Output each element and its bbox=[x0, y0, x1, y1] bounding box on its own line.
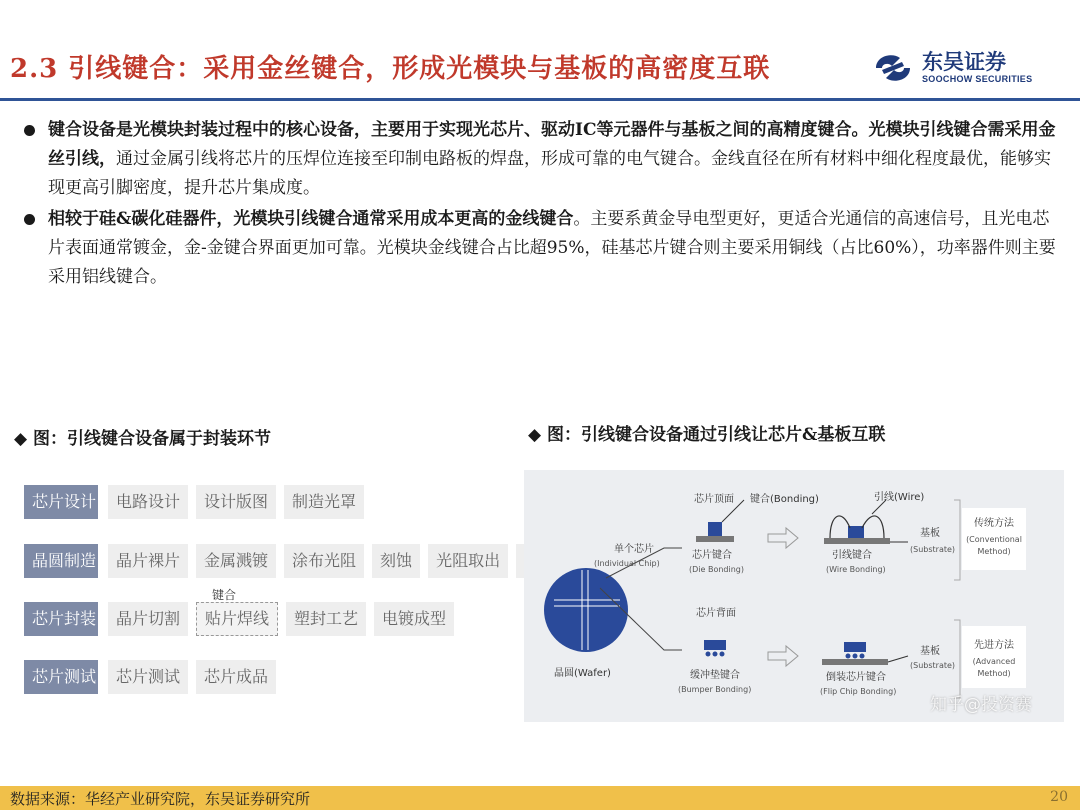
process-cell: 芯片测试 bbox=[108, 660, 188, 694]
process-cell: 晶片裸片 bbox=[108, 544, 188, 578]
process-cell: 制造光罩 bbox=[284, 485, 364, 519]
label-die-bonding: 芯片键合 bbox=[692, 550, 732, 561]
bullet-bold-text: 键合设备是光模块封装过程中的核心设备，主要用于实现光芯片、驱动IC等元器件与基板之间的高精度键合。光模块引线键合需采用金丝引线， bbox=[48, 120, 1056, 169]
watermark-text: 知乎@投资赛 bbox=[930, 695, 1032, 715]
label-conventional-en1: (Conventional bbox=[966, 535, 1022, 544]
logo-text-cn: 东吴证券 bbox=[922, 50, 1006, 74]
die-bonding-icon bbox=[696, 500, 744, 542]
wire-bonding-diagram bbox=[524, 470, 1064, 722]
logo-text-en: SOOCHOW SECURITIES bbox=[922, 74, 1033, 84]
label-advanced-en2: Method) bbox=[977, 669, 1011, 678]
label-bumper: 缓冲垫键合 bbox=[690, 670, 740, 681]
label-chip-top: 芯片顶面 bbox=[694, 494, 734, 505]
process-cell-highlight: 贴片焊线 bbox=[196, 602, 278, 636]
bullet-item bbox=[18, 205, 1063, 292]
wafer-icon bbox=[544, 568, 628, 652]
data-source: 数据来源：华经产业研究院，东吴证券研究所 bbox=[10, 790, 311, 808]
label-advanced: 先进方法 bbox=[974, 640, 1014, 651]
bumper-bonding-icon bbox=[704, 640, 726, 657]
label-flip-en: (Flip Chip Bonding) bbox=[820, 687, 897, 696]
bullet-text: 。主要系黄金导电型更好，更适合光通信的高速信号，且光电芯片表面通常镀金，金-金键合界面更加可靠。光模块金线键合占比超95%，硅基芯片键合则主要采用铜线（占比60%），功率器件则主要采用铝线键合。 bbox=[48, 209, 1056, 287]
label-bumper-en: (Bumper Bonding) bbox=[678, 685, 752, 694]
process-cell: 电镀成型 bbox=[374, 602, 454, 636]
label-conventional: 传统方法 bbox=[974, 518, 1014, 529]
label-single-chip: 单个芯片 bbox=[614, 544, 654, 555]
process-cell: 晶片切割 bbox=[108, 602, 188, 636]
label-wire-bonding: 引线键合 bbox=[832, 550, 872, 561]
label-wire-bonding-en: (Wire Bonding) bbox=[826, 565, 886, 574]
process-row-head: 芯片设计 bbox=[24, 485, 98, 519]
bullet-list bbox=[18, 116, 1063, 294]
process-cell: 塑封工艺 bbox=[286, 602, 366, 636]
label-wafer: 晶圆(Wafer) bbox=[554, 668, 611, 679]
process-cell: 光阻取出 bbox=[428, 544, 508, 578]
process-cell: 电路设计 bbox=[108, 485, 188, 519]
label-advanced-en1: (Advanced bbox=[972, 657, 1016, 666]
label-bonding: 键合(Bonding) bbox=[750, 494, 819, 505]
figure-right-title: ◆ 图：引线键合设备通过引线让芯片&基板互联 bbox=[528, 425, 886, 445]
bullet-bold-text: 相较于硅&碳化硅器件，光模块引线键合通常采用成本更高的金线键合 bbox=[48, 209, 574, 229]
diagram-graphics bbox=[524, 470, 1064, 722]
label-single-chip-en: (Individual Chip) bbox=[594, 559, 660, 568]
figure-left-title: ◆ 图：引线键合设备属于封装环节 bbox=[14, 429, 271, 449]
bullet-text: 通过金属引线将芯片的压焊位连接至印制电路板的焊盘，形成可靠的电气键合。金线直径在所有材料中细化程度最优，能够实现更高引脚密度，提升芯片集成度。 bbox=[48, 149, 1051, 198]
label-conventional-en2: Method) bbox=[977, 547, 1011, 556]
page-title: 2.3 引线键合：采用金丝键合，形成光模块与基板的高密度互联 bbox=[10, 54, 771, 84]
process-cell: 设计版图 bbox=[196, 485, 276, 519]
process-row-testing bbox=[24, 660, 284, 696]
process-row-wafer bbox=[24, 544, 520, 580]
process-row-design bbox=[24, 485, 372, 521]
page-number: 20 bbox=[1050, 789, 1068, 805]
process-row-head: 晶圆制造 bbox=[24, 544, 98, 578]
label-substrate-2: 基板 bbox=[920, 646, 940, 657]
soochow-logo-icon bbox=[870, 48, 916, 88]
label-substrate: 基板 bbox=[920, 528, 940, 539]
company-logo bbox=[870, 46, 1070, 90]
label-die-bonding-en: (Die Bonding) bbox=[689, 565, 744, 574]
label-chip-back: 芯片背面 bbox=[696, 608, 736, 619]
label-flip: 倒装芯片键合 bbox=[826, 672, 886, 683]
process-cell: 芯片成品 bbox=[196, 660, 276, 694]
process-note: 键合 bbox=[212, 588, 237, 602]
label-substrate-2-en: (Substrate) bbox=[910, 661, 956, 670]
process-row-packaging bbox=[24, 602, 462, 638]
footer-bar bbox=[0, 786, 1080, 810]
label-wire: 引线(Wire) bbox=[874, 492, 925, 503]
process-row-head: 芯片测试 bbox=[24, 660, 98, 694]
process-cell: 涂布光阻 bbox=[284, 544, 364, 578]
process-cell: 刻蚀 bbox=[372, 544, 420, 578]
bullet-dot-icon bbox=[24, 125, 35, 136]
bullet-dot-icon bbox=[24, 214, 35, 225]
flip-chip-icon bbox=[822, 642, 908, 665]
header-divider bbox=[0, 98, 1080, 101]
process-cell: 金属溅镀 bbox=[196, 544, 276, 578]
wire-bonding-icon bbox=[824, 500, 908, 544]
label-substrate-en: (Substrate) bbox=[910, 545, 956, 554]
bullet-item bbox=[18, 116, 1063, 203]
process-row-head: 芯片封装 bbox=[24, 602, 98, 636]
